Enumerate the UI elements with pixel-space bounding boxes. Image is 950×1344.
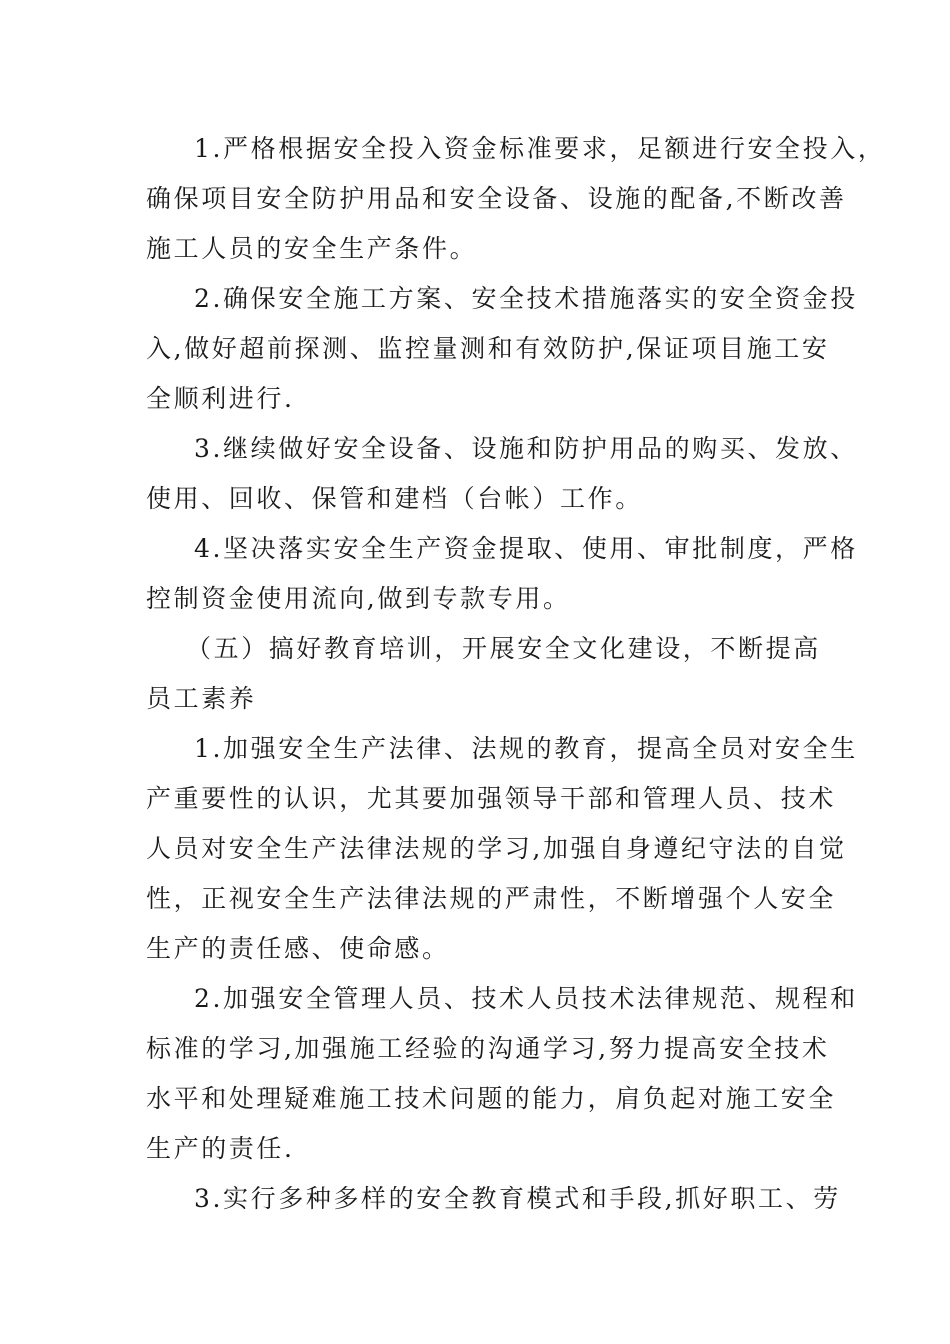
paragraph-2-line-3: 全顺利进行. <box>146 384 295 413</box>
paragraph-7-line-1: 3.实行多种多样的安全教育模式和手段,抓好职工、劳 <box>194 1184 841 1213</box>
paragraph-2-line-1: 2.确保安全施工方案、安全技术措施落实的安全资金投 <box>194 284 858 313</box>
paragraph-6-line-3: 水平和处理疑难施工技术问题的能力，肩负起对施工安全 <box>146 1084 837 1113</box>
section-heading-line-1: （五）搞好教育培训，开展安全文化建设，不断提高 <box>186 634 821 663</box>
section-heading-line-2: 员工素养 <box>146 684 257 713</box>
paragraph-5-line-2: 产重要性的认识，尤其要加强领导干部和管理人员、技术 <box>146 784 837 813</box>
paragraph-5-line-4: 性，正视安全生产法律法规的严肃性，不断增强个人安全 <box>146 884 837 913</box>
paragraph-5-line-1: 1.加强安全生产法律、法规的教育，提高全员对安全生 <box>194 734 858 763</box>
paragraph-5-line-5: 生产的责任感、使命感。 <box>146 934 450 963</box>
paragraph-4-line-1: 4.坚决落实安全生产资金提取、使用、审批制度，严格 <box>194 534 858 563</box>
paragraph-2-line-2: 入,做好超前探测、监控量测和有效防护,保证项目施工安 <box>146 334 830 363</box>
paragraph-3-line-2: 使用、回收、保管和建档（台帐）工作。 <box>146 484 643 513</box>
paragraph-4-line-2: 控制资金使用流向,做到专款专用。 <box>146 584 571 613</box>
paragraph-3-line-1: 3.继续做好安全设备、设施和防护用品的购买、发放、 <box>194 434 858 463</box>
paragraph-1-line-2: 确保项目安全防护用品和安全设备、设施的配备,不断改善 <box>146 184 847 213</box>
paragraph-5-line-3: 人员对安全生产法律法规的学习,加强自身遵纪守法的自觉 <box>146 834 847 863</box>
paragraph-6-line-2: 标准的学习,加强施工经验的沟通学习,努力提高安全技术 <box>146 1034 830 1063</box>
paragraph-1-line-1: 1.严格根据安全投入资金标准要求，足额进行安全投入， <box>194 134 886 163</box>
paragraph-6-line-1: 2.加强安全管理人员、技术人员技术法律规范、规程和 <box>194 984 858 1013</box>
paragraph-6-line-4: 生产的责任. <box>146 1134 295 1163</box>
paragraph-1-line-3: 施工人员的安全生产条件。 <box>146 234 478 263</box>
